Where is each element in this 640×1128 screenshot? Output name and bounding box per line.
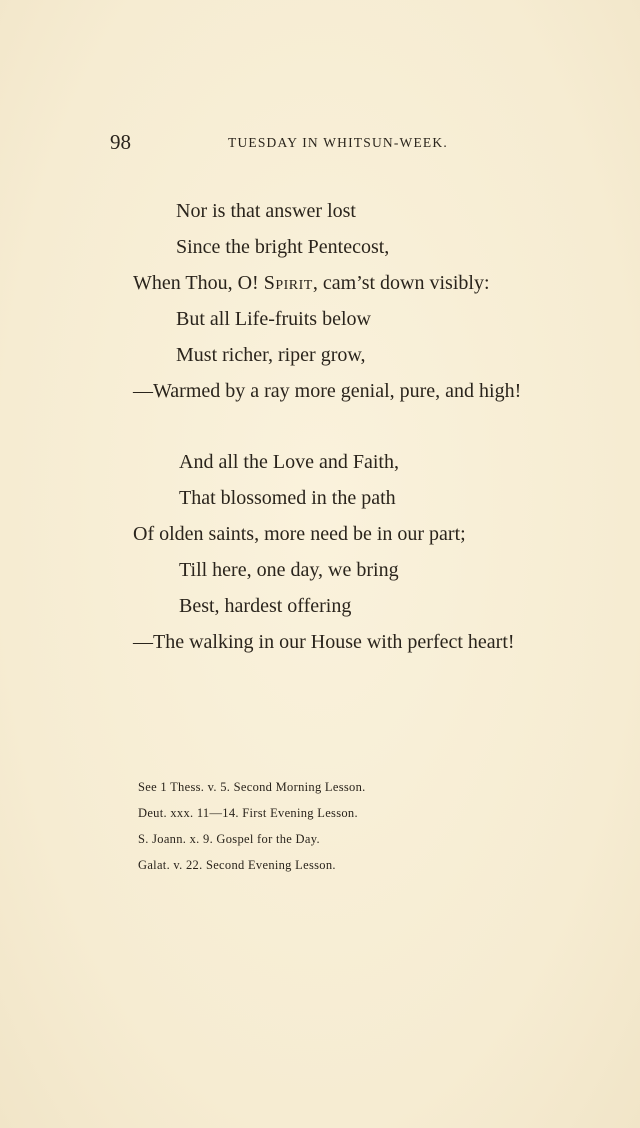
running-title: TUESDAY IN WHITSUN-WEEK. — [228, 135, 448, 150]
footnote: Galat. v. 22. Second Evening Lesson. — [138, 858, 336, 872]
page-number: 98 — [110, 130, 131, 154]
poem-line: Must richer, riper grow, — [176, 344, 366, 366]
poem-line: Till here, one day, we bring — [179, 559, 399, 581]
poem-line: But all Life-fruits below — [176, 308, 371, 330]
footnote: Deut. xxx. 11—14. First Evening Lesson. — [138, 806, 358, 820]
poem-line: Best, hardest offering — [179, 595, 352, 617]
small-caps-word: Spirit — [263, 272, 313, 294]
poem-line: Since the bright Pentecost, — [176, 236, 390, 258]
poem-line: And all the Love and Faith, — [179, 451, 399, 473]
poem-line: —Warmed by a ray more genial, pure, and high! — [133, 380, 522, 402]
poem-line: Nor is that answer lost — [176, 200, 356, 222]
poem-line-part: When Thou, O! — [133, 272, 264, 294]
poem-line: That blossomed in the path — [179, 487, 396, 509]
footnote: S. Joann. x. 9. Gospel for the Day. — [138, 832, 320, 846]
poem-line — [133, 269, 490, 297]
footnote: See 1 Thess. v. 5. Second Morning Lesson. — [138, 780, 366, 794]
poem-line: Of olden saints, more need be in our part; — [133, 523, 466, 545]
poem-line-part: , cam’st down visibly: — [312, 272, 490, 294]
poem-line: —The walking in our House with perfect heart! — [133, 631, 515, 653]
page-header — [110, 130, 490, 154]
